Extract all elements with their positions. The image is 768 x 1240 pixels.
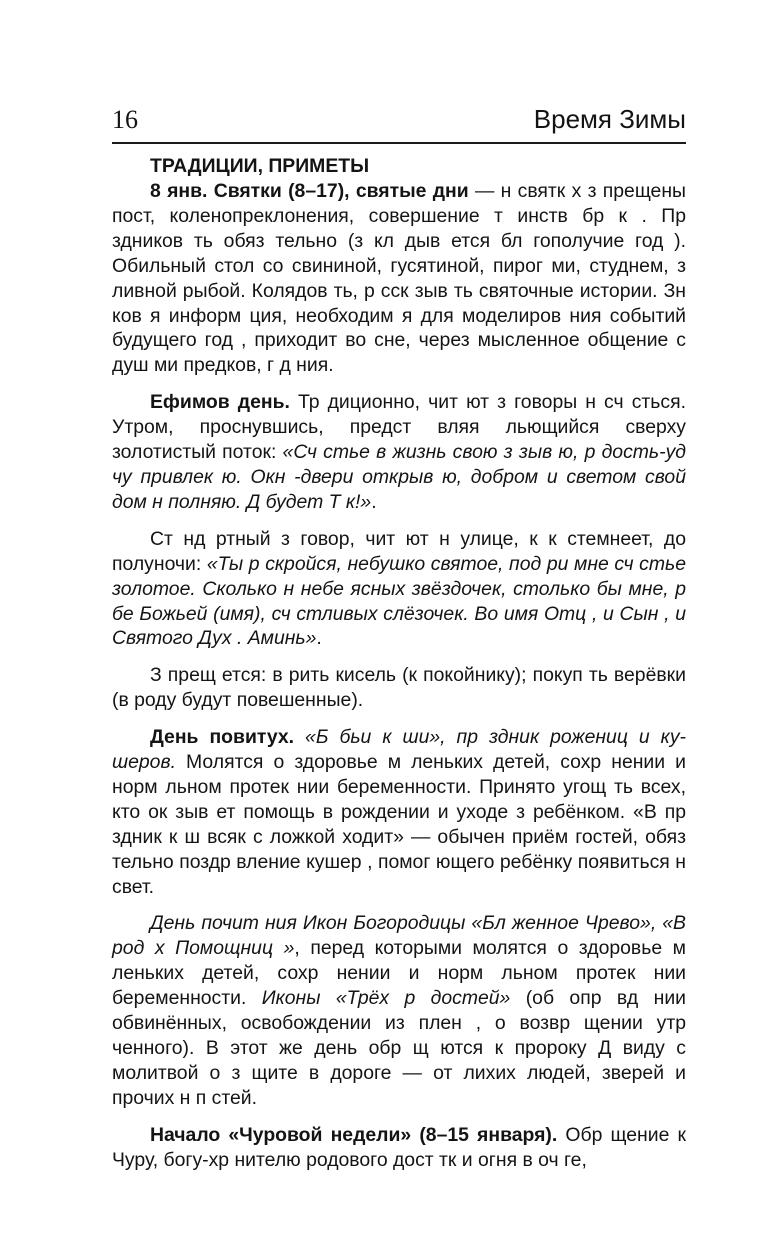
paragraph-text: Тр диционно, чит ют з говоры н сч сться. Утром, проснувшись, предст вляя льющийся сверху золотистый поток:: [112, 391, 686, 464]
incantation-text: «Сч стье в жизнь свою з зыв ю, р дость-уд чу привлек ю. Окн -двери открыв ю, добром и светом свой дом н полняю. Д будет Т к!»: [112, 441, 686, 513]
paragraph-prohibitions: [112, 663, 686, 713]
paragraph-text: , перед которыми молятся о здоровье м леньких детей, сохр нении и норм льном протек нии беременности.: [112, 937, 686, 1010]
page-header: [112, 104, 686, 144]
paragraph-text: Обр щение к Чуру, богу-хр нителю родового дост тк и огня в оч ге,: [112, 1123, 686, 1171]
paragraph-lead: 8 янв. Святки (8–17), святые дни: [150, 180, 469, 202]
paragraph-text: Молятся о здоровье м леньких детей, сохр нении и норм льном протек нии беременности. Принято угощ ть всех, кто ок зыв ет помощь в рождении и уходе з ребёнком. «В пр здник к ш всяк с ложкой ходит» — обычен приём гостей, обяз тельно поздр вление кушер , помог ющего ребёнку появиться н свет.: [112, 751, 686, 898]
paragraph-standard-incantation: [112, 527, 686, 652]
paragraph-text: З прещ ется: в рить кисель (к покойнику); покуп ть верёвки (в роду будут повешенные).: [112, 664, 686, 712]
paragraph-chur-week: [112, 1123, 686, 1173]
paragraph-midwives-day: [112, 725, 686, 899]
paragraph-sviatki: [112, 179, 686, 378]
paragraph-text: Ст нд ртный з говор, чит ют н улице, к к стемнеет, до полуночи:: [112, 527, 686, 575]
paragraph-italic-2: Иконы «Трёх р достей»: [261, 987, 511, 1010]
paragraph-efimov-day: [112, 390, 686, 515]
paragraph-italic: «Б бьи к ши», пр здник рожениц и кушеров.: [112, 726, 686, 774]
paragraph-lead: День повитух.: [150, 726, 295, 749]
paragraph-text-end: .: [371, 490, 377, 513]
paragraph-italic: День почит ния Икон Богородицы «Бл женное Чрево», «В род х Помощниц »: [112, 912, 686, 960]
incantation-text: «Ты р скройся, небушко святое, под ри мне сч стье золотое. Сколько н небе ясных звёздочек, столько бы мне, р бе Божьей (имя), сч стливых слёзочек. Во имя Отц , и Сын , и Святого Дух . Аминь»: [112, 552, 686, 650]
running-title: Время Зимы: [533, 104, 686, 134]
section-title: ТРАДИЦИИ, ПРИМЕТЫ: [150, 155, 370, 177]
paragraph-text-end: (об опр вд нии обвинённых, освобождении из плен , о возвр щении утр ченного). В этот же день обр щ ются к пророку Д виду с молитвой о з щите в дороге — от лихих людей, зверей и прочих н п стей.: [112, 987, 686, 1109]
paragraph-lead: Начало «Чуровой недели» (8–15 января).: [150, 1123, 558, 1146]
paragraph-lead: Ефимов день.: [150, 391, 290, 414]
page-number: 16: [112, 105, 138, 134]
page-content: [112, 153, 686, 1185]
paragraph-text: — н святк х з прещены пост, коленопреклонения, совершение т инств бр к . Пр здников ть обяз тельно (з кл дыв ется бл гополучие год ). Обильный стол со свининой, гусятиной, пирог ми, студнем, з ливной рыбой. Колядов ть, р сск зыв ть святочные истории. Зн ков я информ ция, необходим я для моделиров ния событий будущего год , приходит во сне, через мысленное общение с душ ми предков, г д ния.: [112, 180, 686, 377]
paragraph-icons-day: [112, 911, 686, 1110]
paragraph-text-end: .: [316, 627, 322, 650]
